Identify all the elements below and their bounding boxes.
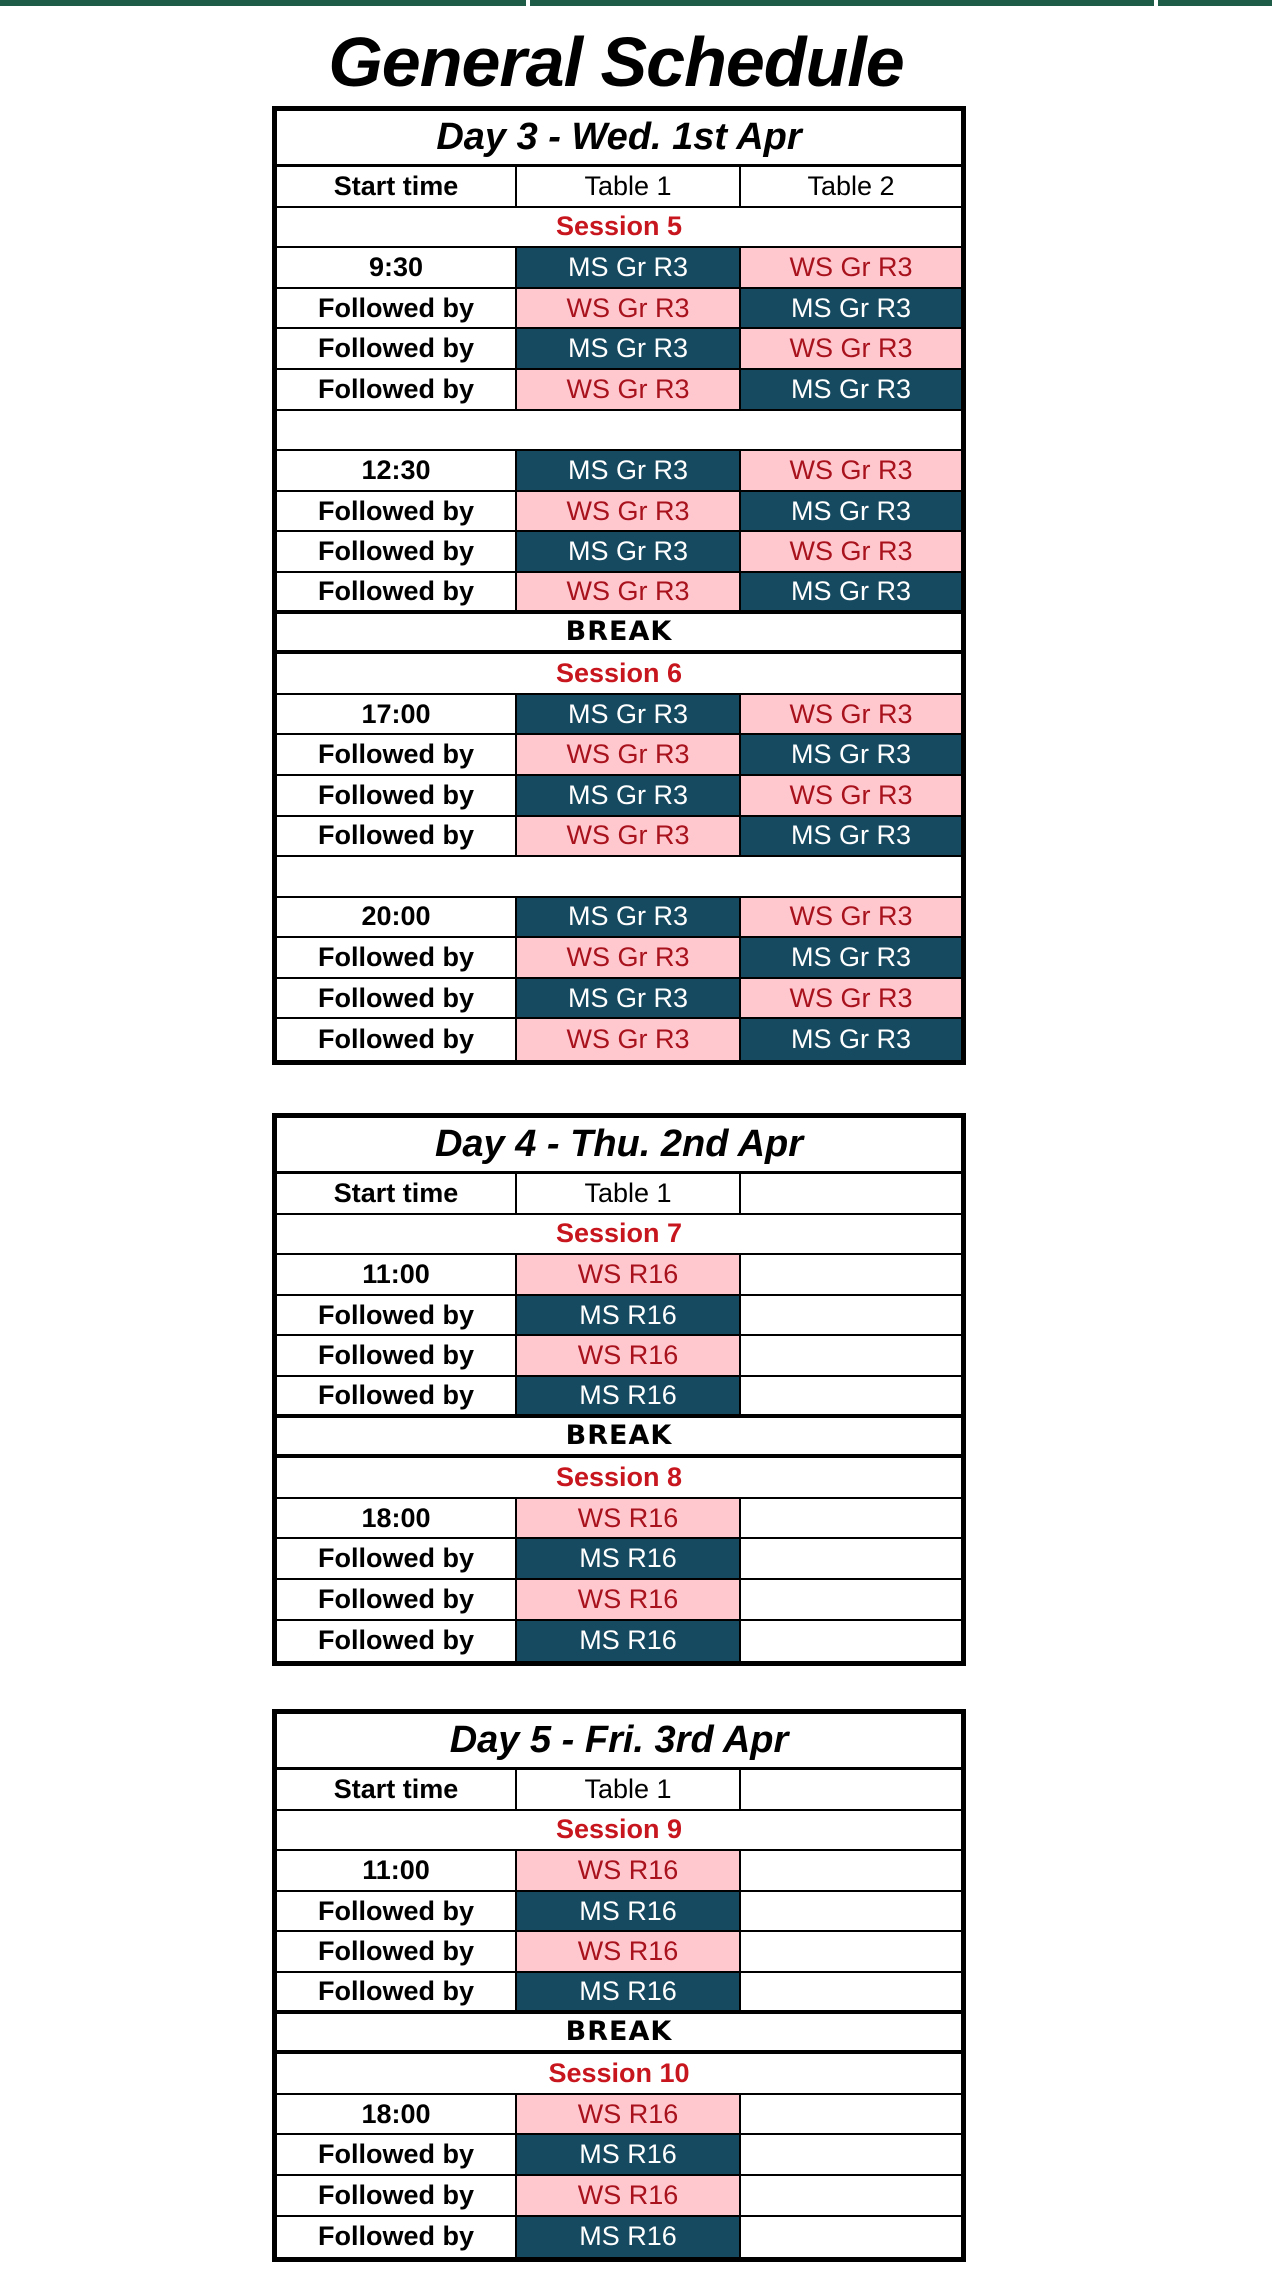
match-cell: WS R16: [517, 1580, 741, 1619]
followed-by-label: Followed by: [277, 938, 517, 977]
followed-by-label: Followed by: [277, 370, 517, 409]
match-row: [277, 492, 961, 533]
match-cell: WS Gr R3: [741, 248, 961, 287]
match-cell: WS R16: [517, 1851, 741, 1890]
match-cell: WS Gr R3: [741, 695, 961, 734]
match-cell: [741, 1932, 961, 1971]
followed-by-label: Followed by: [277, 1377, 517, 1414]
match-row: [277, 370, 961, 411]
match-row: [277, 289, 961, 330]
followed-by-label: Followed by: [277, 289, 517, 328]
match-row: [277, 2095, 961, 2136]
match-cell: MS R16: [517, 1973, 741, 2010]
start-time: 20:00: [277, 898, 517, 937]
match-row: [277, 898, 961, 939]
match-cell: WS R16: [517, 2176, 741, 2215]
match-cell: [741, 1892, 961, 1931]
spacer-row: [277, 857, 961, 898]
match-row: [277, 2176, 961, 2217]
match-row: [277, 248, 961, 289]
match-row: [277, 1296, 961, 1337]
match-cell: MS Gr R3: [517, 329, 741, 368]
match-cell: MS Gr R3: [741, 573, 961, 610]
match-row: [277, 1973, 961, 2014]
match-row: [277, 735, 961, 776]
session-label: Session 7: [555, 1218, 683, 1249]
followed-by-label: Followed by: [277, 2135, 517, 2174]
top-accent-segment: [1158, 0, 1272, 6]
break-label: BREAK: [565, 1420, 673, 1452]
day-4-schedule-table: [272, 1113, 966, 1666]
day-title: Day 5 - Fri. 3rd Apr: [449, 1719, 789, 1761]
match-row: [277, 1580, 961, 1621]
match-cell: [741, 1499, 961, 1538]
column-header-row: [277, 1174, 961, 1215]
session-row: [277, 2054, 961, 2095]
match-cell: MS Gr R3: [741, 492, 961, 531]
day-title-row: [277, 1714, 961, 1770]
match-cell: WS R16: [517, 2095, 741, 2134]
match-row: [277, 451, 961, 492]
match-cell: [741, 1377, 961, 1414]
day-title-row: [277, 1118, 961, 1174]
session-row: [277, 1811, 961, 1852]
match-cell: MS Gr R3: [517, 776, 741, 815]
session-row: [277, 1458, 961, 1499]
match-cell: [741, 1255, 961, 1294]
match-cell: WS Gr R3: [517, 1019, 741, 1060]
start-time-header: Start time: [277, 167, 517, 206]
match-cell: [741, 2176, 961, 2215]
followed-by-label: Followed by: [277, 1621, 517, 1662]
day-title: Day 3 - Wed. 1st Apr: [436, 116, 802, 158]
match-cell: WS Gr R3: [517, 938, 741, 977]
match-cell: MS Gr R3: [741, 735, 961, 774]
break-label: BREAK: [565, 616, 673, 648]
followed-by-label: Followed by: [277, 573, 517, 610]
match-cell: WS Gr R3: [517, 492, 741, 531]
match-cell: WS Gr R3: [741, 329, 961, 368]
followed-by-label: Followed by: [277, 2217, 517, 2258]
session-row: [277, 654, 961, 695]
match-cell: MS R16: [517, 2217, 741, 2258]
session-row: [277, 1215, 961, 1256]
match-cell: MS Gr R3: [741, 289, 961, 328]
match-cell: WS Gr R3: [741, 451, 961, 490]
match-row: [277, 979, 961, 1020]
match-cell: MS R16: [517, 1296, 741, 1335]
match-row: [277, 1377, 961, 1418]
followed-by-label: Followed by: [277, 1336, 517, 1375]
day-title: Day 4 - Thu. 2nd Apr: [434, 1123, 804, 1165]
match-cell: MS Gr R3: [741, 817, 961, 856]
match-row: [277, 2217, 961, 2258]
match-row: [277, 1255, 961, 1296]
followed-by-label: Followed by: [277, 1580, 517, 1619]
break-label: BREAK: [565, 2016, 673, 2048]
match-cell: MS Gr R3: [741, 938, 961, 977]
match-cell: WS Gr R3: [517, 289, 741, 328]
match-row: [277, 1336, 961, 1377]
start-time: 12:30: [277, 451, 517, 490]
match-cell: [741, 1580, 961, 1619]
session-label: Session 8: [555, 1461, 683, 1492]
match-row: [277, 817, 961, 858]
match-row: [277, 1621, 961, 1662]
followed-by-label: Followed by: [277, 1296, 517, 1335]
match-row: [277, 1932, 961, 1973]
top-accent-bar: [0, 0, 1272, 8]
match-cell: MS R16: [517, 1539, 741, 1578]
match-cell: WS Gr R3: [741, 776, 961, 815]
page-title: General Schedule: [328, 23, 904, 101]
break-row: [277, 1418, 961, 1459]
followed-by-label: Followed by: [277, 329, 517, 368]
top-accent-segment: [530, 0, 1154, 6]
match-cell: [741, 1621, 961, 1662]
table-1-header: Table 1: [517, 167, 741, 206]
match-row: [277, 1499, 961, 1540]
match-row: [277, 1019, 961, 1060]
match-cell: MS Gr R3: [517, 532, 741, 571]
match-row: [277, 532, 961, 573]
match-row: [277, 1851, 961, 1892]
start-time: 18:00: [277, 1499, 517, 1538]
day-5-schedule-table: [272, 1709, 966, 2262]
match-cell: MS Gr R3: [517, 898, 741, 937]
session-label: Session 9: [555, 1814, 683, 1845]
match-cell: [741, 1336, 961, 1375]
table-1-header: Table 1: [517, 1174, 741, 1213]
match-cell: WS R16: [517, 1255, 741, 1294]
match-cell: WS Gr R3: [517, 735, 741, 774]
start-time: 11:00: [277, 1255, 517, 1294]
match-cell: [741, 1973, 961, 2010]
match-cell: MS Gr R3: [517, 248, 741, 287]
match-row: [277, 329, 961, 370]
followed-by-label: Followed by: [277, 735, 517, 774]
match-cell: WS Gr R3: [517, 817, 741, 856]
match-cell: WS Gr R3: [517, 370, 741, 409]
followed-by-label: Followed by: [277, 817, 517, 856]
session-label: Session 10: [548, 2057, 690, 2088]
start-time: 11:00: [277, 1851, 517, 1890]
match-row: [277, 1892, 961, 1933]
match-cell: [741, 1539, 961, 1578]
match-cell: WS Gr R3: [741, 898, 961, 937]
day-title-row: [277, 111, 961, 167]
match-cell: MS Gr R3: [741, 370, 961, 409]
session-label: Session 6: [555, 657, 683, 688]
followed-by-label: Followed by: [277, 1932, 517, 1971]
match-cell: WS Gr R3: [741, 532, 961, 571]
match-cell: WS R16: [517, 1499, 741, 1538]
start-time-header: Start time: [277, 1770, 517, 1809]
table-2-header: [741, 1770, 961, 1809]
followed-by-label: Followed by: [277, 1019, 517, 1060]
followed-by-label: Followed by: [277, 1892, 517, 1931]
match-row: [277, 938, 961, 979]
match-cell: [741, 1296, 961, 1335]
followed-by-label: Followed by: [277, 1539, 517, 1578]
top-accent-segment: [0, 0, 526, 6]
start-time: 18:00: [277, 2095, 517, 2134]
table-2-header: Table 2: [807, 170, 895, 201]
start-time-header: Start time: [277, 1174, 517, 1213]
session-label: Session 5: [555, 211, 683, 242]
start-time: 17:00: [277, 695, 517, 734]
followed-by-label: Followed by: [277, 2176, 517, 2215]
match-cell: [741, 1851, 961, 1890]
match-cell: MS Gr R3: [517, 451, 741, 490]
match-cell: [741, 2135, 961, 2174]
match-row: [277, 1539, 961, 1580]
match-cell: MS R16: [517, 1377, 741, 1414]
match-cell: WS R16: [517, 1336, 741, 1375]
column-header-row: [277, 1770, 961, 1811]
followed-by-label: Followed by: [277, 776, 517, 815]
followed-by-label: Followed by: [277, 492, 517, 531]
table-1-header: Table 1: [517, 1770, 741, 1809]
match-cell: WS Gr R3: [741, 979, 961, 1018]
match-cell: WS R16: [517, 1932, 741, 1971]
match-cell: WS Gr R3: [517, 573, 741, 610]
table-2-header: [741, 1174, 961, 1213]
match-row: [277, 695, 961, 736]
followed-by-label: Followed by: [277, 532, 517, 571]
match-cell: [741, 2217, 961, 2258]
followed-by-label: Followed by: [277, 979, 517, 1018]
match-cell: MS Gr R3: [741, 1019, 961, 1060]
column-header-row: [277, 167, 961, 208]
match-row: [277, 573, 961, 614]
day-3-schedule-table: [272, 106, 966, 1065]
session-row: [277, 208, 961, 249]
match-row: [277, 2135, 961, 2176]
break-row: [277, 2014, 961, 2055]
followed-by-label: Followed by: [277, 1973, 517, 2010]
match-cell: MS R16: [517, 1621, 741, 1662]
start-time: 9:30: [277, 248, 517, 287]
match-cell: MS R16: [517, 1892, 741, 1931]
break-row: [277, 614, 961, 655]
match-cell: MS R16: [517, 2135, 741, 2174]
match-cell: MS Gr R3: [517, 979, 741, 1018]
spacer-row: [277, 411, 961, 452]
match-cell: [741, 2095, 961, 2134]
match-cell: MS Gr R3: [517, 695, 741, 734]
match-row: [277, 776, 961, 817]
